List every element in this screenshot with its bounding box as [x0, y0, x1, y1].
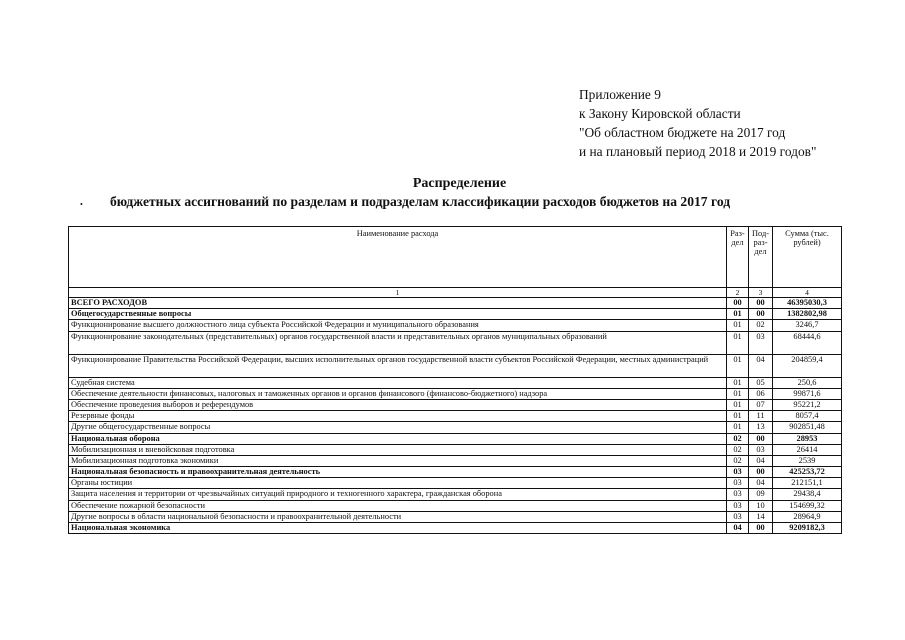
row-razdel: 01: [727, 377, 749, 388]
row-podrazdel: 04: [749, 354, 773, 377]
row-sum: 95221,2: [773, 399, 842, 410]
table-row: [69, 354, 842, 377]
row-name: Национальная безопасность и правоохранительная деятельность: [69, 467, 727, 478]
appendix-line-2: к Закону Кировской области: [579, 106, 741, 121]
row-razdel: 01: [727, 399, 749, 410]
row-razdel: 03: [727, 467, 749, 478]
row-podrazdel: 02: [749, 320, 773, 331]
row-razdel: 01: [727, 388, 749, 399]
table-row: [69, 388, 842, 399]
row-podrazdel: 07: [749, 399, 773, 410]
table-row: [69, 298, 842, 309]
row-name: Общегосударственные вопросы: [69, 309, 727, 320]
document-title: Распределение: [412, 176, 507, 191]
row-sum: 46395030,3: [773, 298, 842, 309]
header-name: Наименование расхода: [69, 227, 727, 288]
row-sum: 29438,4: [773, 489, 842, 500]
row-razdel: 01: [727, 309, 749, 320]
appendix-header: [579, 85, 816, 161]
row-sum: 2539: [773, 455, 842, 466]
row-sum: 28953: [773, 433, 842, 444]
table-row: [69, 320, 842, 331]
row-razdel: 02: [727, 433, 749, 444]
row-podrazdel: 05: [749, 377, 773, 388]
row-podrazdel: 04: [749, 478, 773, 489]
row-name: Обеспечение проведения выборов и референдумов: [69, 399, 727, 410]
row-podrazdel: 00: [749, 467, 773, 478]
row-sum: 425253,72: [773, 467, 842, 478]
row-sum: 9209182,3: [773, 523, 842, 534]
row-sum: 212151,1: [773, 478, 842, 489]
column-number: 2: [727, 288, 749, 298]
table-row: [69, 331, 842, 354]
row-razdel: 03: [727, 500, 749, 511]
row-sum: 1382802,98: [773, 309, 842, 320]
table-row: [69, 467, 842, 478]
table-row: [69, 523, 842, 534]
row-razdel: 01: [727, 320, 749, 331]
row-name: Защита населения и территории от чрезвычайных ситуаций природного и техногенного характера, гражданская оборона: [69, 489, 727, 500]
row-sum: 99871,6: [773, 388, 842, 399]
row-name: Функционирование высшего должностного лица субъекта Российской Федерации и муниципального образования: [69, 320, 727, 331]
row-name: Мобилизационная и вневойсковая подготовка: [69, 444, 727, 455]
appendix-line-4: и на плановый период 2018 и 2019 годов": [579, 144, 817, 159]
table-row: [69, 511, 842, 522]
column-number: 4: [773, 288, 842, 298]
row-sum: 8057,4: [773, 411, 842, 422]
table-row: [69, 433, 842, 444]
row-name: Функционирование Правительства Российской Федерации, высших исполнительных органов государственной власти субъектов Российской Федерации, местных администраций: [69, 354, 727, 377]
row-name: Другие общегосударственные вопросы: [69, 422, 727, 433]
table-row: [69, 422, 842, 433]
row-name: Судебная система: [69, 377, 727, 388]
row-name: Функционирование законодательных (представительных) органов государственной власти и представительных органов муниципальных образований: [69, 331, 727, 354]
row-name: Обеспечение пожарной безопасности: [69, 500, 727, 511]
row-podrazdel: 14: [749, 511, 773, 522]
table-row: [69, 377, 842, 388]
row-name: Органы юстиции: [69, 478, 727, 489]
row-sum: 26414: [773, 444, 842, 455]
row-sum: 3246,7: [773, 320, 842, 331]
row-name: Другие вопросы в области национальной безопасности и правоохранительной деятельности: [69, 511, 727, 522]
row-name: Резервные фонды: [69, 411, 727, 422]
table-row: [69, 489, 842, 500]
header-sum: Сумма (тыс. рублей): [773, 227, 842, 288]
row-podrazdel: 10: [749, 500, 773, 511]
row-razdel: 01: [727, 422, 749, 433]
column-number-row: [69, 288, 842, 298]
row-podrazdel: 09: [749, 489, 773, 500]
table-row: [69, 399, 842, 410]
row-podrazdel: 00: [749, 309, 773, 320]
row-sum: 902851,48: [773, 422, 842, 433]
table-row: [69, 455, 842, 466]
table-row: [69, 500, 842, 511]
row-name: ВСЕГО РАСХОДОВ: [69, 298, 727, 309]
row-podrazdel: 03: [749, 331, 773, 354]
row-sum: 68444,6: [773, 331, 842, 354]
row-podrazdel: 04: [749, 455, 773, 466]
header-podrazdel: Под-раз-дел: [749, 227, 773, 288]
row-podrazdel: 13: [749, 422, 773, 433]
table-header-row: [69, 227, 842, 288]
row-razdel: 02: [727, 444, 749, 455]
table-row: [69, 444, 842, 455]
scan-mark: •: [80, 200, 83, 209]
row-razdel: 03: [727, 489, 749, 500]
row-razdel: 01: [727, 354, 749, 377]
row-sum: 28964,9: [773, 511, 842, 522]
column-number: 1: [69, 288, 727, 298]
row-sum: 250,6: [773, 377, 842, 388]
appendix-line-1: Приложение 9: [579, 87, 661, 102]
row-podrazdel: 00: [749, 433, 773, 444]
table-row: [69, 478, 842, 489]
row-razdel: 02: [727, 455, 749, 466]
row-podrazdel: 11: [749, 411, 773, 422]
table-row: [69, 411, 842, 422]
table-row: [69, 309, 842, 320]
row-sum: 204859,4: [773, 354, 842, 377]
document-subtitle: бюджетных ассигнований по разделам и подразделам классификации расходов бюджетов на 2017 год: [110, 194, 731, 209]
row-name: Мобилизационная подготовка экономики: [69, 455, 727, 466]
budget-table: [68, 226, 842, 534]
row-razdel: 04: [727, 523, 749, 534]
row-podrazdel: 00: [749, 298, 773, 309]
row-razdel: 03: [727, 478, 749, 489]
row-podrazdel: 00: [749, 523, 773, 534]
row-razdel: 03: [727, 511, 749, 522]
row-name: Национальная оборона: [69, 433, 727, 444]
row-name: Национальная экономика: [69, 523, 727, 534]
row-podrazdel: 06: [749, 388, 773, 399]
row-name: Обеспечение деятельности финансовых, налоговых и таможенных органов и органов финансового (финансово-бюджетного) надзора: [69, 388, 727, 399]
header-razdel: Раз-дел: [727, 227, 749, 288]
row-sum: 154699,32: [773, 500, 842, 511]
row-podrazdel: 03: [749, 444, 773, 455]
appendix-line-3: "Об областном бюджете на 2017 год: [579, 125, 786, 140]
row-razdel: 00: [727, 298, 749, 309]
row-razdel: 01: [727, 411, 749, 422]
column-number: 3: [749, 288, 773, 298]
row-razdel: 01: [727, 331, 749, 354]
